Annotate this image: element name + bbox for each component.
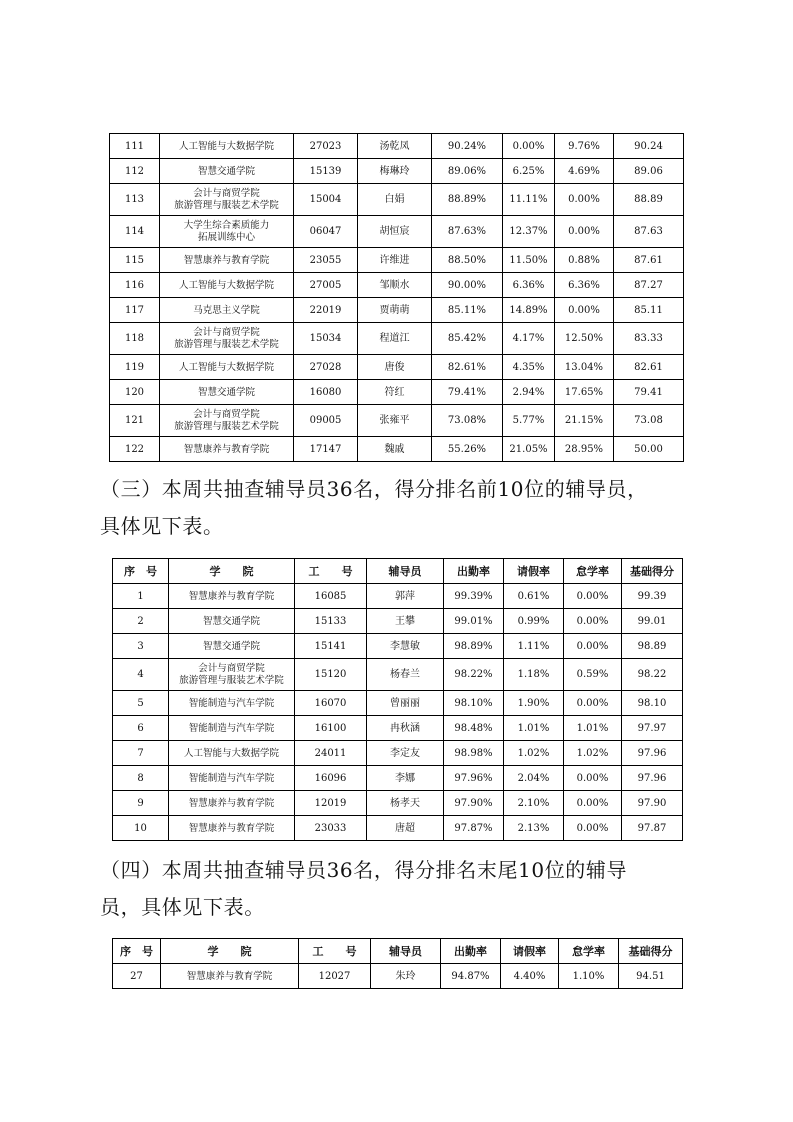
- cell-base-score: 83.33: [614, 323, 684, 355]
- cell-index: 10: [113, 816, 169, 841]
- college-line: 拓展训练中心: [197, 231, 255, 243]
- table-row: [110, 405, 684, 437]
- table-row: [110, 437, 684, 462]
- cell-truancy-rate: 17.65%: [555, 380, 614, 405]
- cell-college: [160, 216, 294, 248]
- cell-college: [160, 437, 294, 462]
- cell-index: 9: [113, 791, 169, 816]
- cell-attendance-rate: 85.11%: [432, 298, 503, 323]
- cell-leave-rate: 4.17%: [503, 323, 555, 355]
- cell-counselor: 杨春兰: [367, 659, 444, 691]
- cell-college: [169, 609, 295, 634]
- cell-index: 3: [113, 634, 169, 659]
- cell-attendance-rate: 97.96%: [444, 766, 504, 791]
- cell-truancy-rate: 0.00%: [564, 609, 622, 634]
- cell-leave-rate: 1.01%: [504, 716, 564, 741]
- table-top10: [112, 558, 683, 841]
- cell-counselor: 邹顺水: [358, 273, 432, 298]
- table2-body: [113, 584, 683, 841]
- cell-attendance-rate: 94.87%: [441, 964, 501, 989]
- college-line: 马克思主义学院: [193, 304, 260, 316]
- cell-college: [169, 766, 295, 791]
- cell-truancy-rate: 0.00%: [564, 584, 622, 609]
- cell-index: 8: [113, 766, 169, 791]
- cell-truancy-rate: 0.00%: [555, 184, 614, 216]
- cell-attendance-rate: 85.42%: [432, 323, 503, 355]
- cell-attendance-rate: 55.26%: [432, 437, 503, 462]
- cell-index: 5: [113, 691, 169, 716]
- cell-counselor: 汤乾凤: [358, 134, 432, 159]
- table-row: [110, 134, 684, 159]
- header-staff-id: 工 号: [299, 939, 371, 964]
- header-college: 学 院: [169, 559, 295, 584]
- cell-index: 116: [110, 273, 160, 298]
- table-row: [113, 634, 683, 659]
- college-line: 智能制造与汽车学院: [188, 722, 275, 734]
- cell-attendance-rate: 87.63%: [432, 216, 503, 248]
- college-line: 旅游管理与服装艺术学院: [179, 674, 284, 686]
- cell-index: 121: [110, 405, 160, 437]
- cell-attendance-rate: 79.41%: [432, 380, 503, 405]
- college-line: 会计与商贸学院: [198, 662, 265, 674]
- section-four-paragraph: [100, 852, 700, 926]
- cell-leave-rate: 1.02%: [504, 741, 564, 766]
- table-row: [113, 716, 683, 741]
- college-line: 人工智能与大数据学院: [178, 140, 274, 152]
- table-row: [113, 659, 683, 691]
- cell-attendance-rate: 97.87%: [444, 816, 504, 841]
- cell-leave-rate: 0.99%: [504, 609, 564, 634]
- cell-college: [160, 273, 294, 298]
- cell-attendance-rate: 97.90%: [444, 791, 504, 816]
- cell-truancy-rate: 0.00%: [564, 791, 622, 816]
- cell-index: 2: [113, 609, 169, 634]
- cell-college: [160, 380, 294, 405]
- header-index: 序 号: [113, 559, 169, 584]
- table-row: [113, 766, 683, 791]
- table-row: [113, 584, 683, 609]
- cell-base-score: 87.61: [614, 248, 684, 273]
- cell-college: [169, 691, 295, 716]
- cell-index: 6: [113, 716, 169, 741]
- cell-leave-rate: 4.40%: [501, 964, 559, 989]
- cell-truancy-rate: 0.00%: [564, 634, 622, 659]
- cell-attendance-rate: 82.61%: [432, 355, 503, 380]
- header-index: 序 号: [113, 939, 161, 964]
- cell-index: 114: [110, 216, 160, 248]
- cell-staff-id: 16096: [295, 766, 367, 791]
- cell-attendance-rate: 99.01%: [444, 609, 504, 634]
- cell-staff-id: 15120: [295, 659, 367, 691]
- table-bottom10: [112, 938, 683, 989]
- cell-truancy-rate: 9.76%: [555, 134, 614, 159]
- table-row: [110, 159, 684, 184]
- cell-attendance-rate: 98.89%: [444, 634, 504, 659]
- college-line: 智能制造与汽车学院: [188, 772, 275, 784]
- cell-college: [169, 716, 295, 741]
- section-three-line2: 具体见下表。: [100, 514, 224, 538]
- cell-leave-rate: 5.77%: [503, 405, 555, 437]
- table-row: [113, 609, 683, 634]
- cell-base-score: 85.11: [614, 298, 684, 323]
- college-line: 智慧交通学院: [202, 640, 260, 652]
- header-truancy-rate: 怠学率: [559, 939, 619, 964]
- cell-leave-rate: 1.11%: [504, 634, 564, 659]
- header-attendance-rate: 出勤率: [444, 559, 504, 584]
- cell-index: 117: [110, 298, 160, 323]
- table-row: [113, 741, 683, 766]
- cell-college: [160, 405, 294, 437]
- cell-base-score: 90.24: [614, 134, 684, 159]
- cell-leave-rate: 6.36%: [503, 273, 555, 298]
- cell-index: 122: [110, 437, 160, 462]
- header-counselor: 辅导员: [367, 559, 444, 584]
- college-line: 智慧交通学院: [197, 165, 255, 177]
- cell-attendance-rate: 88.89%: [432, 184, 503, 216]
- college-line: 智慧康养与教育学院: [188, 797, 275, 809]
- college-line: 会计与商贸学院: [193, 326, 260, 338]
- cell-staff-id: 15139: [294, 159, 358, 184]
- college-line: 旅游管理与服装艺术学院: [174, 420, 279, 432]
- section-four-line1: （四）本周共抽查辅导员36名，得分排名末尾10位的辅导: [100, 858, 628, 882]
- cell-base-score: 87.63: [614, 216, 684, 248]
- cell-counselor: 郭萍: [367, 584, 444, 609]
- cell-counselor: 程道江: [358, 323, 432, 355]
- cell-truancy-rate: 21.15%: [555, 405, 614, 437]
- college-line: 智慧交通学院: [197, 386, 255, 398]
- table2-header-row: [113, 559, 683, 584]
- cell-base-score: 98.10: [622, 691, 683, 716]
- cell-base-score: 79.41: [614, 380, 684, 405]
- cell-college: [169, 791, 295, 816]
- cell-truancy-rate: 0.00%: [564, 691, 622, 716]
- cell-counselor: 杨孝天: [367, 791, 444, 816]
- college-line: 人工智能与大数据学院: [178, 361, 274, 373]
- college-line: 智慧康养与教育学院: [186, 970, 273, 982]
- cell-leave-rate: 4.35%: [503, 355, 555, 380]
- cell-base-score: 97.97: [622, 716, 683, 741]
- cell-base-score: 50.00: [614, 437, 684, 462]
- table-row: [110, 273, 684, 298]
- cell-leave-rate: 1.90%: [504, 691, 564, 716]
- cell-index: 7: [113, 741, 169, 766]
- section-three-line1: （三）本周共抽查辅导员36名，得分排名前10位的辅导员，: [100, 477, 648, 501]
- cell-base-score: 94.51: [619, 964, 683, 989]
- cell-counselor: 王攀: [367, 609, 444, 634]
- cell-attendance-rate: 98.98%: [444, 741, 504, 766]
- table-row: [110, 380, 684, 405]
- cell-college: [169, 659, 295, 691]
- cell-counselor: 梅琳玲: [358, 159, 432, 184]
- cell-truancy-rate: 1.10%: [559, 964, 619, 989]
- cell-base-score: 89.06: [614, 159, 684, 184]
- cell-leave-rate: 2.10%: [504, 791, 564, 816]
- table-row: [113, 791, 683, 816]
- cell-truancy-rate: 0.59%: [564, 659, 622, 691]
- cell-base-score: 97.90: [622, 791, 683, 816]
- cell-base-score: 82.61: [614, 355, 684, 380]
- table-row: [110, 355, 684, 380]
- cell-base-score: 88.89: [614, 184, 684, 216]
- cell-college: [169, 741, 295, 766]
- cell-staff-id: 12019: [295, 791, 367, 816]
- cell-base-score: 87.27: [614, 273, 684, 298]
- cell-counselor: 冉秋涵: [367, 716, 444, 741]
- cell-staff-id: 27028: [294, 355, 358, 380]
- table-row: [113, 816, 683, 841]
- cell-college: [160, 298, 294, 323]
- cell-staff-id: 09005: [294, 405, 358, 437]
- header-counselor: 辅导员: [371, 939, 441, 964]
- cell-college: [160, 184, 294, 216]
- cell-truancy-rate: 6.36%: [555, 273, 614, 298]
- cell-attendance-rate: 88.50%: [432, 248, 503, 273]
- cell-index: 113: [110, 184, 160, 216]
- cell-truancy-rate: 0.00%: [555, 216, 614, 248]
- header-truancy-rate: 怠学率: [564, 559, 622, 584]
- cell-college: [160, 159, 294, 184]
- cell-staff-id: 16085: [295, 584, 367, 609]
- table1-body: [110, 134, 684, 462]
- cell-base-score: 99.39: [622, 584, 683, 609]
- cell-staff-id: 15004: [294, 184, 358, 216]
- cell-attendance-rate: 98.22%: [444, 659, 504, 691]
- cell-college: [161, 964, 299, 989]
- cell-index: 120: [110, 380, 160, 405]
- cell-truancy-rate: 1.01%: [564, 716, 622, 741]
- table-bottom-ranking-continued: [109, 133, 684, 462]
- table-row: [113, 964, 683, 989]
- cell-staff-id: 16070: [295, 691, 367, 716]
- cell-staff-id: 15034: [294, 323, 358, 355]
- cell-counselor: 李娜: [367, 766, 444, 791]
- table3-header-row: [113, 939, 683, 964]
- cell-counselor: 朱玲: [371, 964, 441, 989]
- cell-leave-rate: 2.04%: [504, 766, 564, 791]
- cell-attendance-rate: 90.24%: [432, 134, 503, 159]
- cell-leave-rate: 14.89%: [503, 298, 555, 323]
- cell-leave-rate: 6.25%: [503, 159, 555, 184]
- table-row: [110, 184, 684, 216]
- college-line: 会计与商贸学院: [193, 187, 260, 199]
- cell-index: 118: [110, 323, 160, 355]
- header-base-score: 基础得分: [619, 939, 683, 964]
- cell-counselor: 李慧敏: [367, 634, 444, 659]
- cell-staff-id: 06047: [294, 216, 358, 248]
- cell-truancy-rate: 0.00%: [555, 298, 614, 323]
- table-row: [113, 691, 683, 716]
- cell-counselor: 胡恒宸: [358, 216, 432, 248]
- cell-index: 112: [110, 159, 160, 184]
- cell-attendance-rate: 99.39%: [444, 584, 504, 609]
- cell-truancy-rate: 1.02%: [564, 741, 622, 766]
- cell-staff-id: 23055: [294, 248, 358, 273]
- cell-staff-id: 16100: [295, 716, 367, 741]
- section-three-paragraph: [100, 471, 700, 545]
- cell-college: [169, 816, 295, 841]
- header-leave-rate: 请假率: [504, 559, 564, 584]
- college-line: 智慧康养与教育学院: [183, 254, 270, 266]
- cell-staff-id: 12027: [299, 964, 371, 989]
- cell-index: 27: [113, 964, 161, 989]
- table-row: [110, 216, 684, 248]
- cell-truancy-rate: 0.00%: [564, 816, 622, 841]
- cell-counselor: 许维进: [358, 248, 432, 273]
- cell-counselor: 白娟: [358, 184, 432, 216]
- cell-staff-id: 17147: [294, 437, 358, 462]
- cell-staff-id: 27005: [294, 273, 358, 298]
- cell-college: [160, 134, 294, 159]
- cell-counselor: 符红: [358, 380, 432, 405]
- cell-college: [169, 634, 295, 659]
- table-row: [110, 248, 684, 273]
- cell-college: [160, 355, 294, 380]
- cell-counselor: 唐超: [367, 816, 444, 841]
- cell-leave-rate: 21.05%: [503, 437, 555, 462]
- cell-attendance-rate: 73.08%: [432, 405, 503, 437]
- cell-leave-rate: 12.37%: [503, 216, 555, 248]
- cell-base-score: 97.96: [622, 741, 683, 766]
- cell-index: 119: [110, 355, 160, 380]
- college-line: 智慧康养与教育学院: [188, 822, 275, 834]
- cell-leave-rate: 2.94%: [503, 380, 555, 405]
- college-line: 大学生综合素质能力: [183, 219, 270, 231]
- cell-attendance-rate: 98.10%: [444, 691, 504, 716]
- cell-attendance-rate: 98.48%: [444, 716, 504, 741]
- section-four-line2: 员，具体见下表。: [100, 895, 265, 919]
- college-line: 智慧康养与教育学院: [183, 443, 270, 455]
- cell-base-score: 98.89: [622, 634, 683, 659]
- header-leave-rate: 请假率: [501, 939, 559, 964]
- cell-truancy-rate: 0.88%: [555, 248, 614, 273]
- cell-leave-rate: 11.50%: [503, 248, 555, 273]
- cell-truancy-rate: 4.69%: [555, 159, 614, 184]
- header-college: 学 院: [161, 939, 299, 964]
- cell-truancy-rate: 28.95%: [555, 437, 614, 462]
- cell-index: 115: [110, 248, 160, 273]
- header-attendance-rate: 出勤率: [441, 939, 501, 964]
- cell-base-score: 99.01: [622, 609, 683, 634]
- cell-leave-rate: 0.61%: [504, 584, 564, 609]
- cell-attendance-rate: 89.06%: [432, 159, 503, 184]
- table-row: [110, 323, 684, 355]
- header-base-score: 基础得分: [622, 559, 683, 584]
- cell-index: 111: [110, 134, 160, 159]
- college-line: 会计与商贸学院: [193, 408, 260, 420]
- cell-leave-rate: 2.13%: [504, 816, 564, 841]
- cell-leave-rate: 11.11%: [503, 184, 555, 216]
- cell-staff-id: 15133: [295, 609, 367, 634]
- cell-staff-id: 22019: [294, 298, 358, 323]
- table3-body: [113, 964, 683, 989]
- college-line: 人工智能与大数据学院: [183, 747, 279, 759]
- cell-counselor: 李定友: [367, 741, 444, 766]
- college-line: 智慧康养与教育学院: [188, 590, 275, 602]
- cell-college: [169, 584, 295, 609]
- cell-staff-id: 27023: [294, 134, 358, 159]
- college-line: 旅游管理与服装艺术学院: [174, 338, 279, 350]
- cell-leave-rate: 0.00%: [503, 134, 555, 159]
- cell-staff-id: 24011: [295, 741, 367, 766]
- cell-college: [160, 323, 294, 355]
- cell-counselor: 唐俊: [358, 355, 432, 380]
- cell-counselor: 张雍平: [358, 405, 432, 437]
- cell-base-score: 98.22: [622, 659, 683, 691]
- college-line: 人工智能与大数据学院: [178, 279, 274, 291]
- cell-staff-id: 23033: [295, 816, 367, 841]
- cell-leave-rate: 1.18%: [504, 659, 564, 691]
- cell-counselor: 贾萌萌: [358, 298, 432, 323]
- cell-college: [160, 248, 294, 273]
- college-line: 智慧交通学院: [202, 615, 260, 627]
- table-row: [110, 298, 684, 323]
- college-line: 智能制造与汽车学院: [188, 697, 275, 709]
- cell-truancy-rate: 0.00%: [564, 766, 622, 791]
- college-line: 旅游管理与服装艺术学院: [174, 199, 279, 211]
- cell-index: 4: [113, 659, 169, 691]
- cell-truancy-rate: 12.50%: [555, 323, 614, 355]
- cell-counselor: 曾丽丽: [367, 691, 444, 716]
- cell-staff-id: 15141: [295, 634, 367, 659]
- header-staff-id: 工 号: [295, 559, 367, 584]
- cell-attendance-rate: 90.00%: [432, 273, 503, 298]
- cell-base-score: 97.96: [622, 766, 683, 791]
- cell-truancy-rate: 13.04%: [555, 355, 614, 380]
- cell-counselor: 魏戚: [358, 437, 432, 462]
- cell-base-score: 73.08: [614, 405, 684, 437]
- cell-staff-id: 16080: [294, 380, 358, 405]
- cell-base-score: 97.87: [622, 816, 683, 841]
- cell-index: 1: [113, 584, 169, 609]
